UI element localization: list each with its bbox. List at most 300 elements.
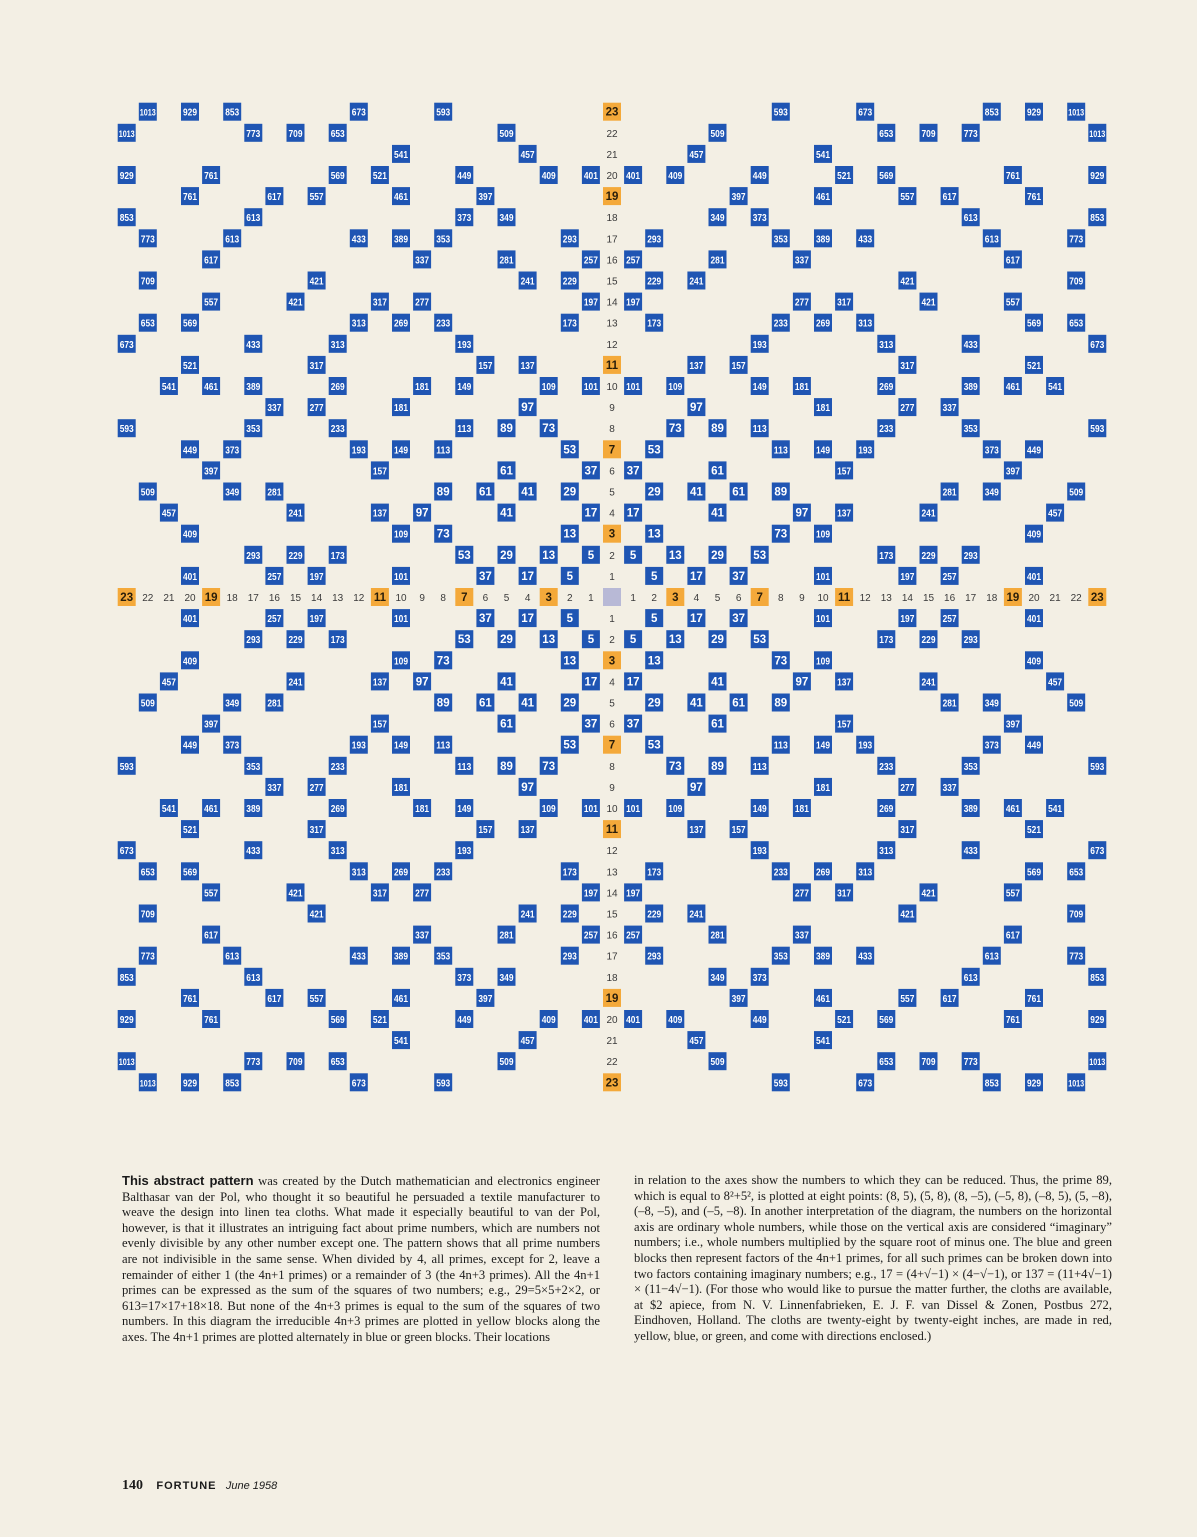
svg-text:293: 293	[562, 234, 578, 246]
prime-block	[898, 272, 916, 290]
svg-text:449: 449	[752, 171, 768, 182]
svg-text:97: 97	[521, 781, 534, 794]
prime-block	[455, 208, 473, 226]
svg-text:149: 149	[752, 804, 768, 815]
svg-text:433: 433	[351, 951, 367, 963]
svg-text:281: 281	[267, 487, 282, 499]
svg-text:61: 61	[479, 486, 492, 499]
prime-block	[561, 651, 579, 669]
svg-text:397: 397	[1005, 466, 1021, 478]
svg-text:113: 113	[773, 445, 789, 457]
prime-block	[898, 398, 916, 416]
svg-text:521: 521	[1027, 360, 1042, 372]
prime-block	[392, 145, 410, 163]
prime-block	[223, 440, 241, 458]
svg-text:293: 293	[246, 550, 261, 562]
svg-text:313: 313	[351, 867, 367, 879]
imaginary-axis-prime-block	[603, 440, 621, 458]
real-axis-prime-block	[751, 588, 769, 606]
prime-block	[941, 483, 959, 501]
imaginary-axis-tick-label: 1	[609, 571, 615, 583]
prime-block	[582, 377, 600, 395]
svg-text:89: 89	[500, 423, 513, 436]
svg-text:401: 401	[626, 171, 641, 182]
prime-block	[624, 377, 642, 395]
svg-text:541: 541	[816, 1036, 831, 1048]
svg-text:773: 773	[1069, 951, 1084, 963]
prime-block	[709, 504, 727, 522]
svg-text:401: 401	[1027, 614, 1042, 626]
svg-text:313: 313	[330, 846, 346, 858]
svg-text:569: 569	[1027, 867, 1042, 879]
svg-text:317: 317	[900, 360, 915, 372]
svg-text:853: 853	[1090, 972, 1105, 984]
prime-block	[751, 841, 769, 859]
prime-block	[920, 546, 938, 564]
svg-text:269: 269	[816, 867, 831, 879]
svg-text:337: 337	[794, 255, 810, 267]
prime-block	[814, 651, 832, 669]
real-axis-tick-label: 12	[353, 593, 365, 604]
svg-text:193: 193	[351, 740, 367, 752]
prime-block	[308, 989, 326, 1007]
prime-block	[793, 250, 811, 268]
svg-text:709: 709	[1069, 276, 1084, 288]
svg-text:17: 17	[690, 613, 703, 626]
prime-block	[983, 483, 1001, 501]
svg-text:19: 19	[605, 992, 619, 1005]
svg-text:761: 761	[1027, 192, 1042, 204]
svg-text:17: 17	[626, 676, 640, 689]
real-axis-tick-label: 1	[588, 593, 594, 604]
svg-text:509: 509	[710, 128, 725, 140]
prime-block	[392, 947, 410, 965]
svg-text:761: 761	[1005, 171, 1021, 182]
svg-text:293: 293	[647, 234, 662, 246]
prime-block	[434, 525, 452, 543]
imaginary-axis-tick-label: 15	[606, 276, 618, 288]
prime-block	[1067, 483, 1085, 501]
page-footer	[122, 1478, 277, 1494]
real-axis-tick-label: 10	[395, 593, 407, 604]
prime-block	[434, 947, 452, 965]
imaginary-axis-tick-label: 18	[606, 213, 618, 225]
prime-block	[139, 272, 157, 290]
imaginary-axis-prime-block	[603, 356, 621, 374]
svg-text:229: 229	[921, 550, 936, 562]
prime-block	[962, 757, 980, 775]
prime-block	[624, 504, 642, 522]
real-axis-tick-label: 14	[311, 593, 323, 604]
prime-block	[814, 778, 832, 796]
prime-block	[835, 166, 853, 184]
svg-text:409: 409	[1027, 529, 1042, 541]
prime-block	[877, 166, 895, 184]
imaginary-axis-tick-label: 21	[606, 149, 618, 161]
prime-block	[265, 609, 283, 627]
prime-block	[730, 483, 748, 501]
svg-text:293: 293	[963, 635, 979, 647]
prime-block	[645, 651, 663, 669]
svg-text:97: 97	[690, 781, 703, 794]
svg-text:7: 7	[608, 739, 616, 752]
prime-block	[877, 841, 895, 859]
svg-text:613: 613	[984, 951, 1000, 963]
prime-block	[455, 757, 473, 775]
prime-block	[519, 483, 537, 501]
svg-text:73: 73	[436, 528, 450, 541]
svg-text:1013: 1013	[1089, 1057, 1106, 1068]
imaginary-axis-tick-label: 12	[606, 339, 618, 351]
prime-block	[181, 862, 199, 880]
svg-text:53: 53	[647, 739, 661, 752]
prime-block	[498, 208, 516, 226]
prime-block	[1025, 567, 1043, 585]
svg-text:1013: 1013	[1068, 1078, 1085, 1089]
svg-text:101: 101	[626, 804, 641, 815]
prime-block	[329, 1010, 347, 1028]
prime-block	[962, 799, 980, 817]
prime-block	[645, 609, 663, 627]
svg-text:89: 89	[774, 697, 788, 710]
real-axis-prime-block	[1004, 588, 1022, 606]
prime-block	[392, 609, 410, 627]
svg-text:613: 613	[963, 972, 979, 984]
prime-block	[413, 883, 431, 901]
svg-text:569: 569	[879, 171, 894, 182]
svg-text:229: 229	[562, 909, 578, 921]
prime-block	[709, 461, 727, 479]
real-axis-tick-label: 5	[714, 593, 721, 604]
svg-text:29: 29	[500, 549, 513, 562]
prime-block	[962, 841, 980, 859]
svg-text:13: 13	[563, 528, 577, 541]
svg-text:409: 409	[668, 171, 683, 182]
prime-block	[181, 820, 199, 838]
svg-text:41: 41	[521, 697, 534, 710]
svg-text:673: 673	[858, 107, 873, 119]
prime-block	[814, 145, 832, 163]
prime-block	[645, 567, 663, 585]
svg-text:617: 617	[267, 192, 282, 204]
prime-block	[898, 820, 916, 838]
svg-text:397: 397	[731, 192, 746, 204]
prime-block	[434, 736, 452, 754]
svg-text:569: 569	[879, 1015, 894, 1026]
svg-text:313: 313	[879, 846, 894, 858]
prime-block	[983, 229, 1001, 247]
prime-block	[308, 820, 326, 838]
svg-text:101: 101	[816, 571, 831, 583]
svg-text:929: 929	[183, 1078, 198, 1090]
prime-block	[920, 630, 938, 648]
prime-block	[561, 862, 579, 880]
imaginary-axis-prime-block	[603, 187, 621, 205]
prime-block	[793, 799, 811, 817]
prime-block	[920, 124, 938, 142]
prime-block	[666, 377, 684, 395]
imaginary-axis-tick-label: 10	[606, 804, 618, 815]
svg-text:73: 73	[436, 655, 450, 668]
svg-text:3: 3	[545, 592, 552, 604]
svg-text:149: 149	[752, 382, 768, 393]
svg-text:181: 181	[394, 782, 409, 794]
svg-text:149: 149	[394, 445, 409, 457]
prime-block	[772, 1073, 790, 1091]
prime-block	[856, 1073, 874, 1091]
prime-block	[561, 525, 579, 543]
prime-block	[730, 567, 748, 585]
prime-block	[540, 1010, 558, 1028]
svg-text:709: 709	[921, 1057, 936, 1069]
prime-block	[139, 314, 157, 332]
prime-block	[1004, 1010, 1022, 1028]
prime-block	[498, 672, 516, 690]
prime-block	[118, 419, 136, 437]
svg-text:13: 13	[668, 549, 682, 562]
prime-block	[1088, 968, 1106, 986]
imaginary-axis-tick-label: 14	[606, 888, 618, 900]
svg-text:773: 773	[1069, 234, 1084, 246]
prime-block	[666, 546, 684, 564]
prime-block	[202, 293, 220, 311]
prime-block	[772, 651, 790, 669]
prime-block	[308, 905, 326, 923]
svg-text:353: 353	[773, 951, 789, 963]
svg-text:557: 557	[309, 192, 324, 204]
prime-block	[371, 1010, 389, 1028]
real-axis-tick-label: 4	[524, 593, 531, 604]
prime-block	[898, 609, 916, 627]
prime-block	[223, 947, 241, 965]
svg-text:269: 269	[394, 867, 409, 879]
svg-text:521: 521	[1027, 825, 1042, 837]
svg-text:337: 337	[415, 930, 430, 942]
prime-block	[139, 947, 157, 965]
prime-block	[350, 314, 368, 332]
prime-block	[1004, 461, 1022, 479]
prime-block	[540, 630, 558, 648]
prime-block	[329, 166, 347, 184]
prime-block	[519, 398, 537, 416]
svg-text:41: 41	[500, 676, 513, 689]
svg-text:197: 197	[583, 888, 599, 900]
svg-text:101: 101	[583, 804, 599, 815]
svg-text:373: 373	[457, 972, 472, 984]
svg-text:29: 29	[563, 486, 577, 499]
svg-text:97: 97	[795, 676, 809, 689]
prime-block	[202, 715, 220, 733]
prime-block	[540, 799, 558, 817]
svg-text:113: 113	[436, 445, 451, 457]
svg-text:109: 109	[668, 804, 683, 815]
prime-block	[181, 736, 199, 754]
prime-block	[540, 166, 558, 184]
prime-block	[308, 272, 326, 290]
svg-text:13: 13	[668, 634, 682, 647]
prime-block	[223, 103, 241, 121]
prime-block	[898, 989, 916, 1007]
svg-text:397: 397	[478, 993, 493, 1005]
prime-block	[181, 651, 199, 669]
svg-text:397: 397	[478, 192, 493, 204]
prime-block	[329, 799, 347, 817]
svg-text:193: 193	[351, 445, 367, 457]
prime-block	[1067, 1073, 1085, 1091]
prime-block	[687, 820, 705, 838]
svg-text:137: 137	[372, 508, 388, 520]
prime-block	[877, 335, 895, 353]
svg-text:257: 257	[942, 614, 957, 626]
prime-block	[772, 483, 790, 501]
prime-block	[962, 335, 980, 353]
svg-text:509: 509	[499, 1057, 514, 1069]
svg-text:173: 173	[562, 318, 578, 330]
imaginary-axis-tick-label: 21	[606, 1036, 618, 1048]
prime-block	[877, 1010, 895, 1028]
prime-block	[498, 926, 516, 944]
prime-block	[455, 546, 473, 564]
svg-text:1013: 1013	[1068, 107, 1085, 118]
svg-text:353: 353	[963, 424, 979, 436]
imaginary-axis-prime-block	[603, 1073, 621, 1091]
svg-text:421: 421	[921, 888, 936, 900]
prime-block	[730, 820, 748, 838]
prime-block	[835, 504, 853, 522]
svg-text:401: 401	[183, 614, 198, 626]
prime-block	[962, 377, 980, 395]
svg-text:541: 541	[1048, 382, 1063, 393]
prime-block	[582, 293, 600, 311]
prime-block	[709, 757, 727, 775]
svg-text:461: 461	[394, 192, 409, 204]
prime-block	[793, 926, 811, 944]
svg-text:409: 409	[541, 1015, 557, 1026]
svg-text:197: 197	[900, 571, 915, 583]
svg-text:593: 593	[436, 107, 451, 119]
svg-text:53: 53	[457, 549, 471, 562]
svg-text:541: 541	[816, 149, 831, 161]
prime-block	[434, 483, 452, 501]
svg-text:617: 617	[204, 255, 219, 267]
prime-block	[371, 166, 389, 184]
prime-block	[709, 715, 727, 733]
prime-block	[582, 546, 600, 564]
svg-text:653: 653	[879, 128, 894, 140]
prime-block	[244, 1052, 262, 1070]
caption-left-text: was created by the Dutch mathematician and electronics engineer Balthasar van der Pol, who thought it so beautiful he persuaded a textile manufacturer to weave the design into linen tea cloths. What made it especially beautiful to van der Pol, however, is that it illustrates an intriguing fact about prime numbers, which are numbers not evenly divisible by any other number except one. The pattern shows that all prime numbers are not indivisible in the same sense. When divided by 4, all primes, except for 2, leave a remainder of either 1 (the 4n+1 primes) or a remainder of 3 (the 4n+3 primes). All the 4n+1 primes can be expressed as the sum of the squares of two numbers; e.g., 29=5×5+2×2, or 613=17×17+18×18. But none of the 4n+3 primes is equal to the sum of the squares of two numbers. In this diagram the irreducible 4n+3 primes are plotted in yellow blocks along the axes. The 4n+1 primes are plotted alternately in blue or green blocks. Their locations	[122, 1174, 600, 1344]
svg-text:137: 137	[520, 825, 535, 837]
svg-text:257: 257	[583, 930, 599, 942]
prime-block	[202, 1010, 220, 1028]
svg-text:653: 653	[1069, 867, 1084, 879]
svg-text:449: 449	[752, 1015, 768, 1026]
imaginary-axis-tick-label: 22	[606, 128, 618, 140]
prime-block	[687, 905, 705, 923]
real-axis-tick-label: 20	[1028, 593, 1040, 604]
svg-text:149: 149	[816, 740, 831, 752]
prime-block	[181, 525, 199, 543]
prime-block	[920, 293, 938, 311]
svg-text:1013: 1013	[139, 1078, 156, 1089]
prime-block	[413, 799, 431, 817]
svg-text:181: 181	[394, 403, 409, 415]
svg-text:173: 173	[562, 867, 578, 879]
prime-block	[308, 778, 326, 796]
svg-text:13: 13	[542, 634, 556, 647]
prime-block	[666, 419, 684, 437]
prime-block	[920, 504, 938, 522]
prime-block	[561, 567, 579, 585]
prime-block	[666, 799, 684, 817]
prime-block	[793, 293, 811, 311]
svg-text:349: 349	[984, 487, 1000, 499]
svg-text:97: 97	[415, 676, 429, 689]
prime-block	[1067, 862, 1085, 880]
svg-text:929: 929	[1027, 1078, 1042, 1090]
prime-block	[476, 989, 494, 1007]
prime-block	[624, 166, 642, 184]
prime-block	[687, 609, 705, 627]
svg-text:181: 181	[794, 382, 810, 393]
svg-text:569: 569	[1027, 318, 1042, 330]
real-axis-tick-label: 9	[419, 593, 425, 604]
prime-block	[540, 546, 558, 564]
svg-text:19: 19	[204, 592, 218, 604]
svg-text:433: 433	[963, 846, 979, 858]
prime-block	[329, 841, 347, 859]
prime-block	[308, 398, 326, 416]
prime-block	[772, 314, 790, 332]
svg-text:257: 257	[583, 255, 599, 267]
svg-text:229: 229	[288, 550, 303, 562]
svg-text:37: 37	[584, 465, 598, 478]
svg-text:313: 313	[879, 339, 894, 351]
prime-block	[287, 672, 305, 690]
prime-block	[392, 778, 410, 796]
svg-text:149: 149	[816, 445, 831, 457]
svg-text:409: 409	[183, 529, 198, 541]
imaginary-axis-tick-label: 17	[606, 234, 618, 246]
svg-text:761: 761	[204, 171, 219, 182]
prime-block	[582, 1010, 600, 1028]
svg-text:17: 17	[521, 613, 534, 626]
prime-block	[392, 314, 410, 332]
prime-block	[962, 968, 980, 986]
svg-text:11: 11	[373, 592, 386, 604]
prime-block	[709, 250, 727, 268]
svg-text:5: 5	[650, 613, 658, 626]
svg-text:241: 241	[921, 508, 936, 520]
prime-block	[877, 419, 895, 437]
svg-text:197: 197	[626, 888, 641, 900]
page-number: 140	[122, 1478, 143, 1493]
prime-block	[582, 799, 600, 817]
prime-block	[181, 356, 199, 374]
svg-text:97: 97	[690, 402, 703, 415]
svg-text:673: 673	[351, 1078, 367, 1090]
prime-block	[1067, 947, 1085, 965]
svg-text:41: 41	[500, 507, 513, 520]
svg-text:61: 61	[711, 465, 724, 478]
prime-block	[1025, 862, 1043, 880]
svg-text:193: 193	[752, 339, 768, 351]
svg-text:461: 461	[1005, 382, 1021, 393]
svg-text:89: 89	[774, 486, 788, 499]
prime-block	[687, 567, 705, 585]
svg-text:7: 7	[461, 592, 468, 604]
svg-text:193: 193	[858, 740, 873, 752]
